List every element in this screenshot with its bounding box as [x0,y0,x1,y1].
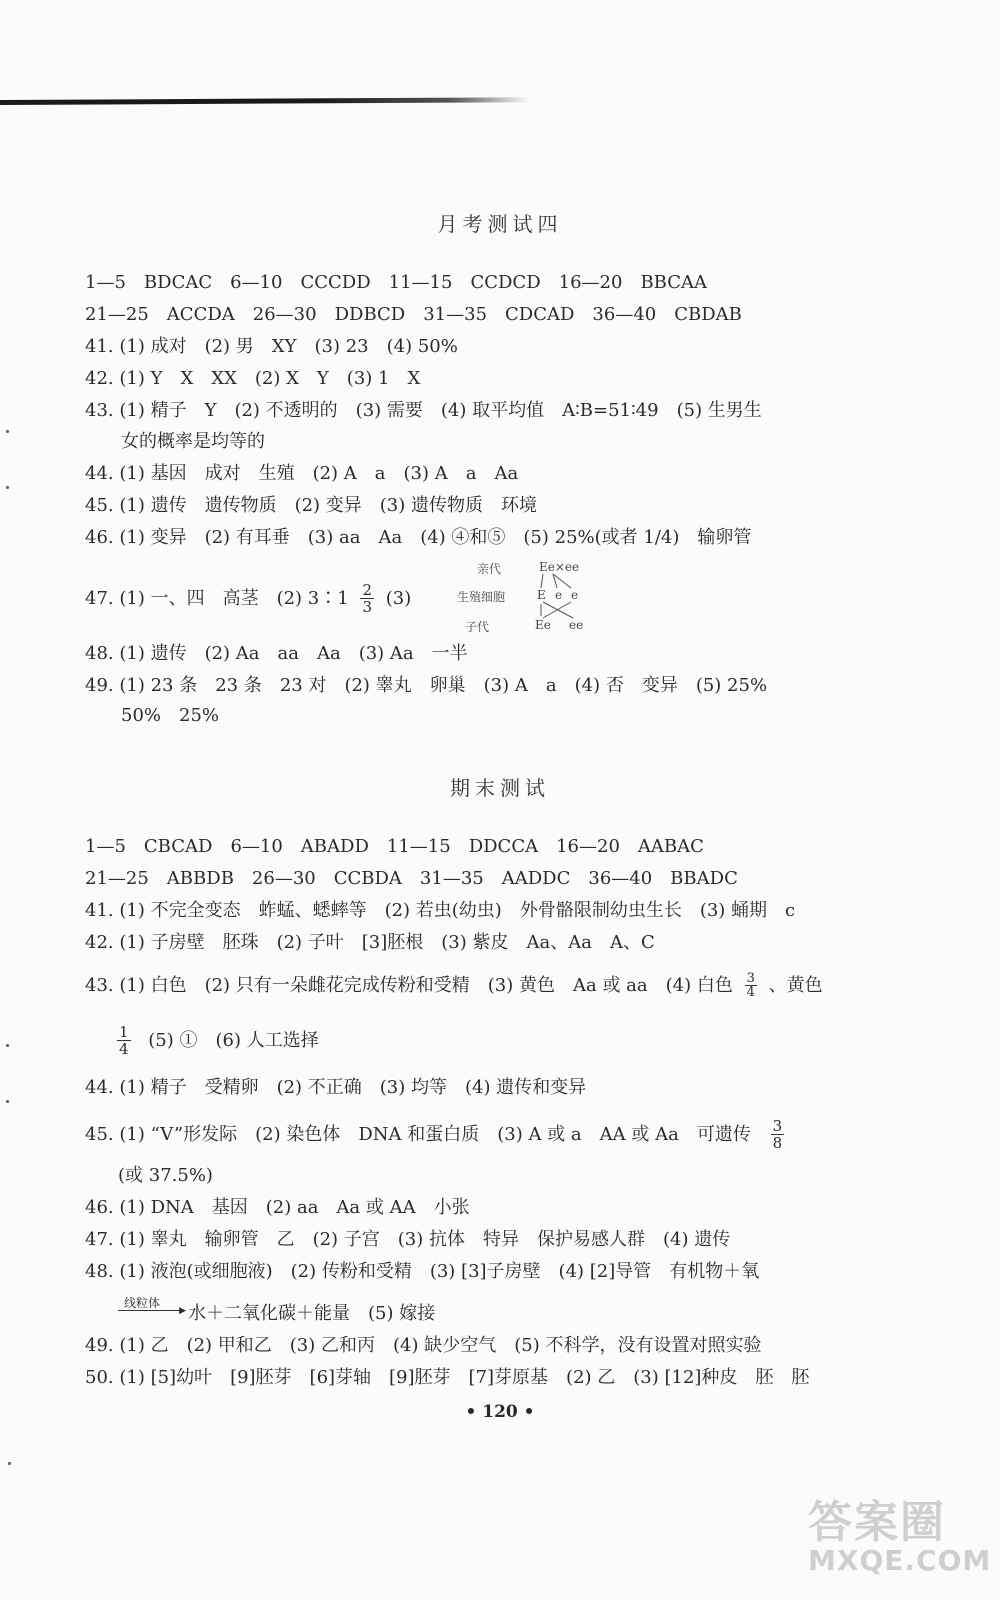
fraction-denominator: 4 [119,1040,129,1058]
watermark-text-cn: 答案圈 [808,1497,946,1548]
genetic-cross-diagram [457,558,595,638]
section-title-monthly-test: 月考测试四 [437,212,563,236]
fraction-denominator: 8 [772,1134,783,1152]
q43-tail: (5) ① (6) 人工选择 [148,1029,319,1051]
scan-speck [6,1100,9,1103]
scan-speck [6,486,9,489]
watermark-text-en: MXQE.COM [808,1544,992,1577]
answer-line: 21—25 ABBDB 26—30 CCBDA 31—35 AADDC 36—40 BBADC [85,868,738,889]
fraction [360,582,374,615]
answer-line: 41. (1) 成对 (2) 男 XY (3) 23 (4) 50% [85,336,458,357]
scan-speck [6,1044,9,1047]
cross-offspring-label: 子代 [465,620,490,634]
answer-line: 47. (1) 睾丸 输卵管 乙 (2) 子宫 (3) 抗体 特异 保护易感人群 (4) 遗传 [85,1229,731,1250]
fraction [745,972,757,999]
scan-speck [6,430,9,433]
scan-speck [8,1462,11,1465]
fraction-numerator: 2 [362,581,372,599]
page-number: • 120 • [465,1402,535,1422]
answer-line: 46. (1) 变异 (2) 有耳垂 (3) aa Aa (4) ④和⑤ (5) 25%(或者 1/4) 输卵管 [85,527,752,548]
fraction-denominator: 4 [746,985,755,1000]
answer-line: 1—5 CBCAD 6—10 ABADD 11—15 DDCCA 16—20 AABAC [85,836,704,857]
arrow-shaft [118,1310,182,1311]
cross-parent-label: 亲代 [477,562,502,576]
cross-offspring: Ee [535,618,551,632]
fraction-denominator: 3 [362,598,372,616]
answer-line: 48. (1) 液泡(或细胞液) (2) 传粉和受精 (3) [3]子房壁 (4) [2]导管 有机物＋氧 [85,1261,760,1282]
q43-after-fraction: 、黄色 [768,974,823,996]
site-watermark-logo [800,1486,992,1586]
answer-line: 41. (1) 不完全变态 蚱蜢、蟋蟀等 (2) 若虫(幼虫) 外骨骼限制幼虫生长 (3) 蛹期 c [85,900,796,921]
cross-parents: Ee×ee [539,560,580,574]
reaction-arrow-label: 线粒体 [124,1296,161,1310]
fraction-numerator: 1 [119,1023,129,1041]
answer-q47 [85,582,411,615]
q47-tail: (3) [385,587,412,609]
fraction [771,1118,785,1151]
answer-line: 44. (1) 基因 成对 生殖 (2) A a (3) A a Aa [85,463,519,484]
answer-line: 50. (1) [5]幼叶 [9]胚芽 [6]芽轴 [9]胚芽 [7]芽原基 (2) 乙 (3) [12]种皮 胚 胚 [85,1367,810,1388]
answer-line: 45. (1) 遗传 遗传物质 (2) 变异 (3) 遗传物质 环境 [85,495,538,516]
answer-line: 44. (1) 精子 受精卵 (2) 不正确 (3) 均等 (4) 遗传和变异 [85,1077,587,1098]
q45-lead: 45. (1) “V”形发际 (2) 染色体 DNA 和蛋白质 (3) A 或 a AA 或 Aa 可遗传 [85,1123,751,1145]
answer-q43-continued [117,1024,319,1057]
cross-gamete: E [537,588,546,602]
answer-line-continued: 女的概率是均等的 [121,431,265,452]
cross-offspring: ee [569,618,584,632]
answer-q45 [85,1118,790,1151]
answer-line: 49. (1) 乙 (2) 甲和乙 (3) 乙和丙 (4) 缺少空气 (5) 不科学，没有设置对照实验 [85,1335,762,1356]
fraction-numerator: 3 [772,1117,783,1135]
answer-line: 1—5 BDCAC 6—10 CCCDD 11—15 CCDCD 16—20 BBCAA [85,272,708,293]
answer-line-continued: 50% 25% [121,705,220,726]
q47-lead: 47. (1) 一、四 高茎 (2) 3∶1 [85,587,349,609]
reaction-arrow [118,1294,186,1316]
answer-q43 [85,972,823,999]
answer-line-continued: 水＋二氧化碳＋能量 (5) 嫁接 [188,1303,436,1324]
cross-lines [527,570,587,630]
cross-gamete-label: 生殖细胞 [457,590,506,604]
answer-line: 48. (1) 遗传 (2) Aa aa Aa (3) Aa 一半 [85,643,468,664]
arrow-right-icon: ▶ [179,1306,186,1316]
answer-line: 49. (1) 23 条 23 条 23 对 (2) 睾丸 卵巢 (3) A a (4) 否 变异 (5) 25% [85,675,768,696]
answer-line: 43. (1) 精子 Y (2) 不透明的 (3) 需要 (4) 取平均值 A∶B=51∶49 (5) 生男生 [85,400,762,421]
q43-lead: 43. (1) 白色 (2) 只有一朵雌花完成传粉和受精 (3) 黄色 Aa 或 aa (4) 白色 [85,974,733,996]
header-rule [0,97,530,105]
answer-line: 21—25 ACCDA 26—30 DDBCD 31—35 CDCAD 36—40 CBDAB [85,304,742,325]
cross-gamete: e [555,588,563,602]
fraction-numerator: 3 [746,971,755,986]
answer-line: 46. (1) DNA 基因 (2) aa Aa 或 AA 小张 [85,1197,470,1218]
section-title-final-test: 期末测试 [450,776,550,800]
fraction [117,1024,131,1057]
answer-line-continued: (或 37.5%) [118,1165,213,1186]
answer-line: 42. (1) 子房壁 胚珠 (2) 子叶 [3]胚根 (3) 紫皮 Aa、Aa A、C [85,932,655,953]
answer-line: 42. (1) Y X XX (2) X Y (3) 1 X [85,368,421,389]
cross-gamete: e [571,588,579,602]
